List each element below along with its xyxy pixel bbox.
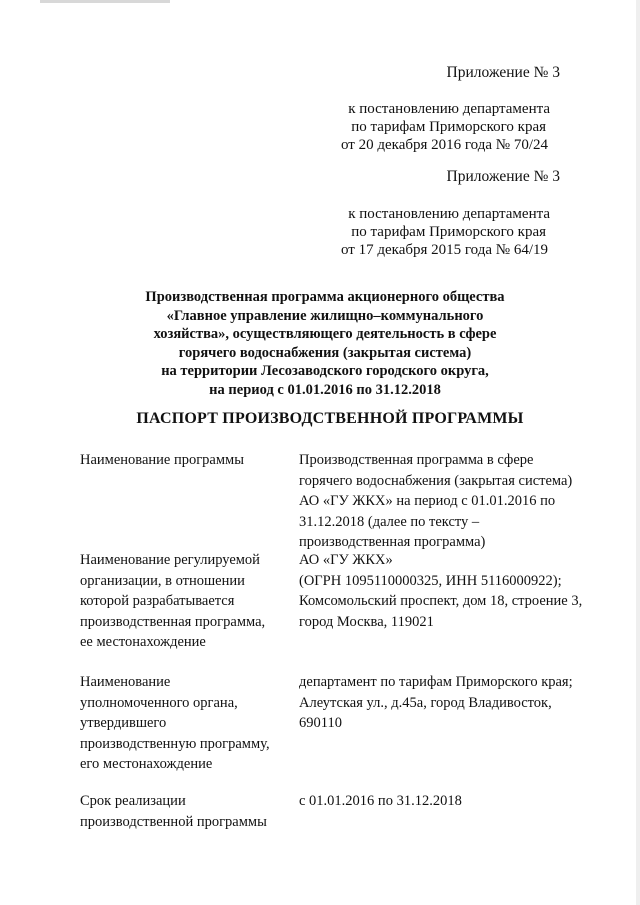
row-label — [80, 550, 290, 653]
annex-line: к постановлению департамента — [348, 101, 550, 117]
annex-title: Приложение № 3 — [446, 64, 560, 81]
row-value-line: Алеутская ул., д.45а, город Владивосток, — [299, 694, 552, 711]
annex-title: Приложение № 3 — [446, 168, 560, 185]
program-title-line: на период с 01.01.2016 по 31.12.2018 — [209, 381, 441, 398]
row-value-line: АО «ГУ ЖКХ» на период с 01.01.2016 по — [299, 493, 556, 509]
row-label-line: организации, в отношении — [80, 572, 245, 589]
row-label-line: утвердившего — [80, 715, 167, 731]
program-title-line: хозяйства», осуществляющего деятельность в сфере — [153, 326, 497, 342]
row-value-line: Комсомольский проспект, дом 18, строение 3, — [299, 593, 583, 609]
row-label-line: Наименование — [80, 674, 171, 690]
row-value — [299, 450, 609, 553]
row-label-line: которой разрабатывается — [80, 593, 235, 609]
row-label-line: Наименование регулируемой — [80, 552, 260, 568]
row-value-line: город Москва, 119021 — [299, 613, 434, 630]
row-value-line: Производственная программа в сфере — [299, 452, 534, 468]
row-value-line: производственная программа) — [299, 534, 486, 550]
program-title-line: горячего водоснабжения (закрытая система) — [178, 344, 472, 361]
row-value-line: АО «ГУ ЖКХ» — [299, 552, 393, 568]
row-label-line: Срок реализации — [80, 793, 186, 809]
row-label — [80, 672, 290, 775]
row-value-line: департамент по тарифам Приморского края; — [299, 674, 573, 690]
row-label-line: уполномоченного органа, — [80, 694, 238, 711]
row-label-line: производственная программа, — [80, 613, 266, 630]
annex-line: от 17 декабря 2015 года № 64/19 — [340, 242, 548, 258]
annex-line: по тарифам Приморского края — [351, 119, 546, 135]
row-value-line: 690110 — [299, 715, 342, 731]
row-value — [299, 672, 609, 734]
annex-block-2 — [308, 168, 568, 259]
annex-block-1 — [308, 64, 568, 154]
row-label — [80, 450, 290, 471]
program-title — [120, 288, 530, 399]
scan-edge — [636, 0, 640, 905]
program-title-line: «Главное управление жилищно–коммунального — [166, 307, 484, 324]
passport-heading: ПАСПОРТ ПРОИЗВОДСТВЕННОЙ ПРОГРАММЫ — [136, 410, 524, 427]
row-value-line: с 01.01.2016 по 31.12.2018 — [299, 793, 462, 809]
row-value — [299, 550, 609, 632]
annex-line: от 20 декабря 2016 года № 70/24 — [340, 137, 548, 153]
scan-artifact — [40, 0, 170, 3]
row-label-line: ее местонахождение — [80, 634, 206, 650]
row-label-line: производственной программы — [80, 813, 267, 830]
row-label-line: производственную программу, — [80, 735, 270, 752]
row-label — [80, 791, 290, 832]
annex-line: по тарифам Приморского края — [351, 224, 546, 240]
program-title-line: на территории Лесозаводского городского округа, — [161, 363, 489, 379]
row-value — [299, 791, 609, 812]
row-value-line: горячего водоснабжения (закрытая система) — [299, 472, 573, 489]
row-value-line: 31.12.2018 (далее по тексту – — [299, 513, 480, 530]
row-label-line: Наименование программы — [80, 452, 244, 468]
program-title-line: Производственная программа акционерного общества — [145, 289, 505, 305]
annex-line: к постановлению департамента — [348, 206, 550, 222]
row-label-line: его местонахождение — [80, 756, 213, 772]
row-value-line: (ОГРН 1095110000325, ИНН 5116000922); — [299, 572, 562, 589]
